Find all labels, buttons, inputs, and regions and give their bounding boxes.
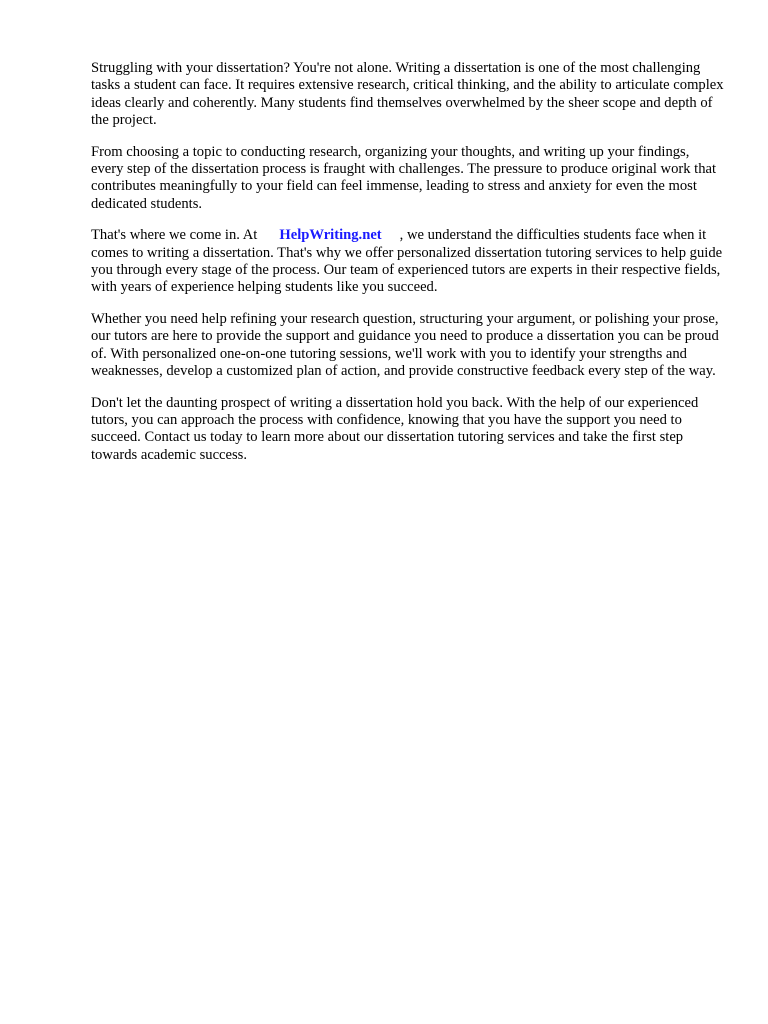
paragraph-challenges: From choosing a topic to conducting research, organizing your thoughts, and writing up your findings, every step of the dissertation process is fraught with challenges. The pressure to produce original work that contributes meaningfully to your field can feel immense, leading to stress and anxiety for even the most dedicated students. [91,143,717,212]
paragraph-service [91,227,725,297]
paragraph-support: Whether you need help refining your research question, structuring your argument, or polishing your prose, our tutors are here to provide the support and guidance you need to produce a dissertation you can be proud of. With personalized one-on-one tutoring sessions, we'll work with you to identify your strengths and weaknesses, develop a customized plan of action, and provide constructive feedback every step of the way. [91,310,719,380]
helpwriting-link[interactable]: HelpWriting.net [279,227,382,244]
document-body [91,60,725,478]
paragraph-service-lead: That's where we come in. At [91,227,258,244]
paragraph-service-rest: , we understand the difficulties students face when it comes to writing a dissertation. That's why we offer personalized dissertation tutoring services to help guide you through every stage of the process. Our team of experienced tutors are experts in their respective fields, with years of experience helping students like you succeed. [91,227,723,296]
paragraph-intro: Struggling with your dissertation? You're not alone. Writing a dissertation is one of the most challenging tasks a student can face. It requires extensive research, critical thinking, and the ability to articulate complex ideas clearly and coherently. Many students find themselves overwhelmed by the sheer scope and depth of the project. [91,60,724,129]
paragraph-call-to-action: Don't let the daunting prospect of writing a dissertation hold you back. With the help of our experienced tutors, you can approach the process with confidence, knowing that you have the support you need to succeed. Contact us today to learn more about our dissertation tutoring services and take the first step towards academic success. [91,394,699,463]
